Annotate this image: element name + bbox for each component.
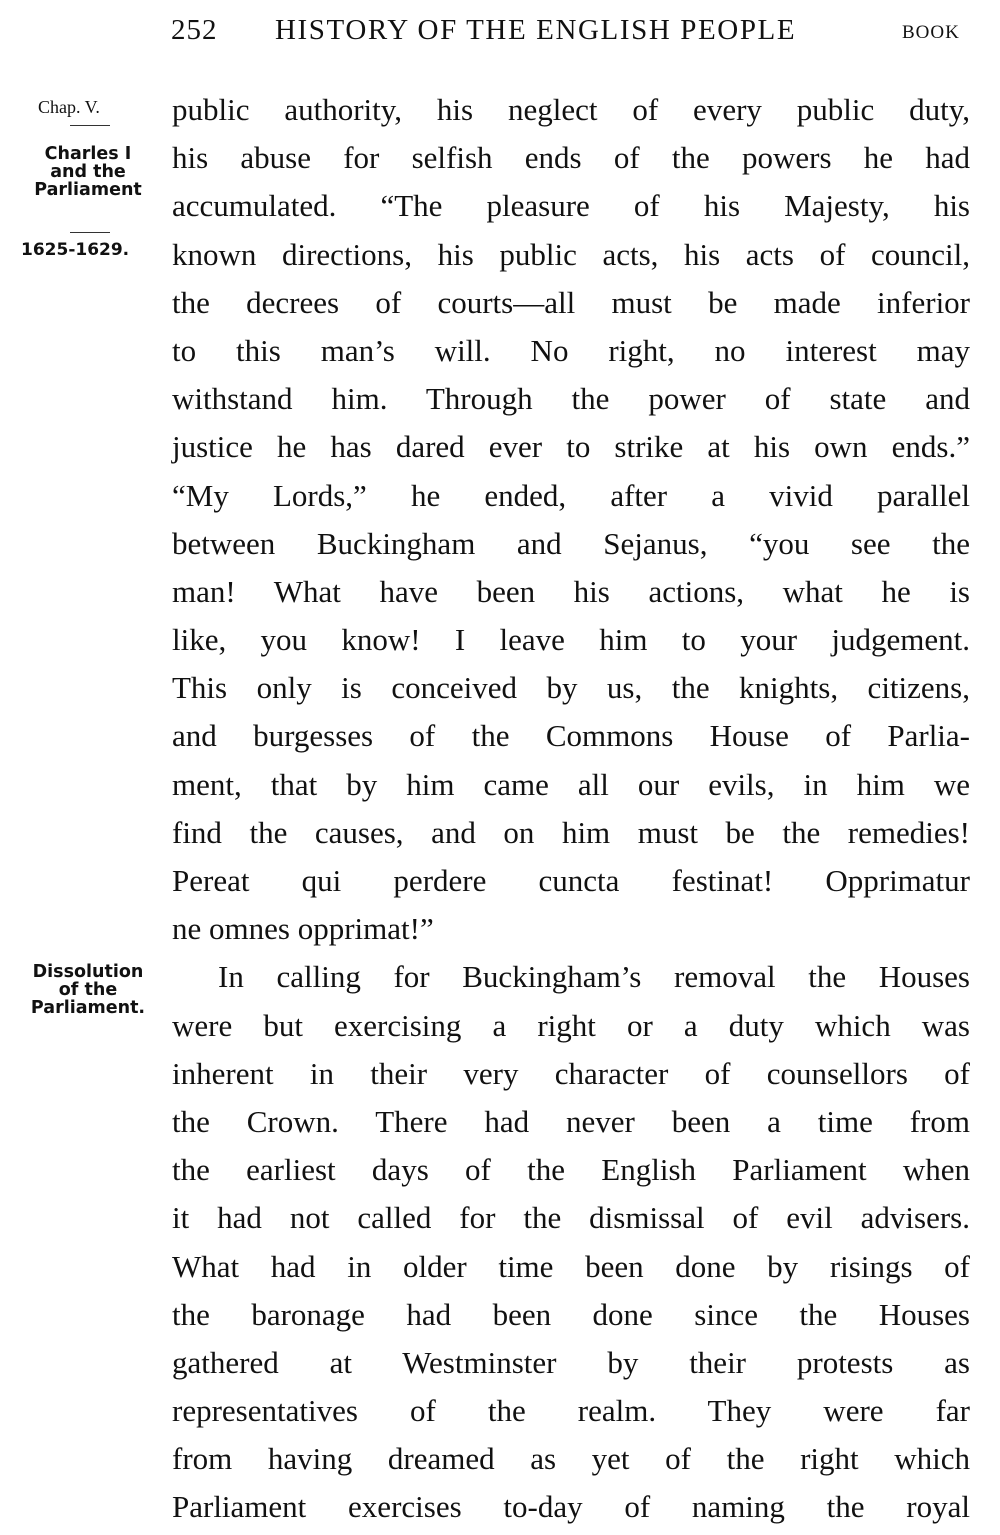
text-line: Parliament exercises to-day of naming the royal (172, 1489, 970, 1525)
text-line: justice he has dared ever to strike at his own ends.” (172, 429, 970, 465)
sidenote-charles-parliament (18, 145, 158, 199)
paragraph-2 (172, 953, 970, 1531)
text-line: public authority, his neglect of every public duty, (172, 92, 970, 127)
text-line: ment, that by him came all our evils, in him we (172, 766, 970, 802)
text-line: were but exercising a right or a duty which was (172, 1007, 970, 1043)
text-line: man! What have been his actions, what he is (172, 573, 970, 609)
text-line: “My Lords,” he ended, after a vivid parallel (172, 477, 970, 513)
sidenote-line: Dissolution (32, 962, 144, 982)
text-line: it had not called for the dismissal of evil advisers. (172, 1200, 970, 1236)
text-line: withstand him. Through the power of state and (172, 381, 970, 417)
sidenote-dissolution (14, 963, 162, 1017)
chapter-note: Chap. V. (38, 97, 100, 117)
text-line: from having dreamed as yet of the right which (172, 1441, 970, 1477)
page-number: 252 (171, 14, 218, 46)
text-line: inherent in their very character of counsellors of (172, 1055, 970, 1091)
text-line: and burgesses of the Commons House of Parlia- (172, 718, 970, 754)
sidenote-line: and the (50, 162, 126, 182)
running-title: HISTORY OF THE ENGLISH PEOPLE (275, 14, 797, 46)
date-range-note: 1625-1629. (21, 240, 130, 260)
text-line: Pereat qui perdere cuncta festinat! Opprimatur (172, 863, 970, 898)
text-line: accumulated. “The pleasure of his Majesty, his (172, 188, 970, 224)
text-line: What had in older time been done by risings of (172, 1248, 970, 1284)
text-line: between Buckingham and Sejanus, “you see the (172, 525, 970, 561)
text-line: ne omnes opprimat!” (172, 911, 434, 947)
paragraph-1 (172, 86, 970, 953)
text-line: This only is conceived by us, the knights, citizens, (172, 670, 970, 706)
text-line: the Crown. There had never been a time from (172, 1103, 970, 1139)
text-line: the earliest days of the English Parliament when (172, 1152, 970, 1188)
text-line: In calling for Buckingham’s removal the Houses (218, 959, 970, 995)
text-line: the decrees of courts—all must be made inferior (172, 284, 970, 320)
body-text (172, 86, 970, 1532)
running-header (0, 14, 1000, 54)
text-line: his abuse for selfish ends of the powers he had (172, 140, 970, 176)
book-label: BOOK (902, 22, 960, 43)
margin-rule (70, 125, 110, 126)
sidenote-line: Parliament (34, 180, 142, 200)
sidenote-line: of the (58, 980, 118, 1000)
text-line: to this man’s will. No right, no interest may (172, 332, 970, 368)
text-line: the baronage had been done since the Houses (172, 1296, 970, 1332)
text-line: representatives of the realm. They were far (172, 1393, 970, 1429)
text-line: gathered at Westminster by their protests as (172, 1344, 970, 1380)
text-line: find the causes, and on him must be the remedies! (172, 814, 970, 850)
margin-rule (70, 232, 110, 233)
text-line: known directions, his public acts, his acts of council, (172, 236, 970, 272)
sidenote-line: Charles I (44, 144, 132, 164)
text-line: like, you know! I leave him to your judgement. (172, 622, 970, 658)
sidenote-line: Parliament. (30, 998, 146, 1018)
